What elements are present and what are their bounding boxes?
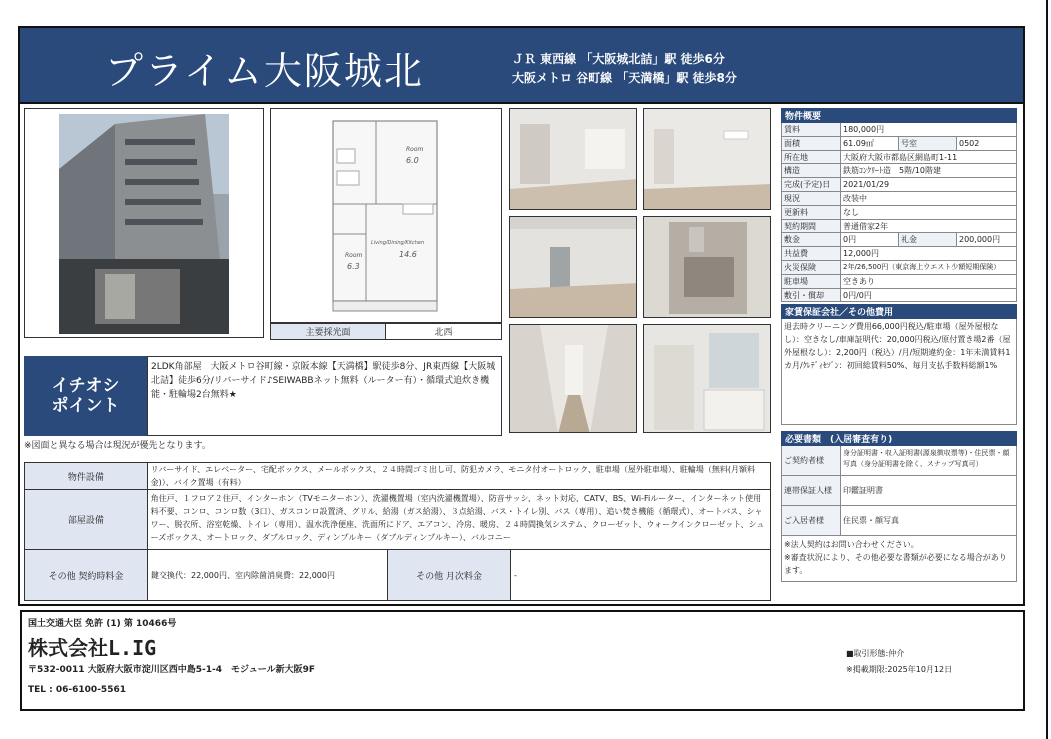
props-addr-k: 所在地 xyxy=(782,151,841,164)
floorplan-ldk-label: Living/Dining/Kitchen xyxy=(371,240,425,246)
room-equipment-head: 部屋設備 xyxy=(25,490,148,549)
company-name: 株式会社L.IG xyxy=(28,636,157,660)
floorplan-room-b-label: Room xyxy=(345,252,363,259)
guarantee-body: 退去時クリーニング費用66,000円税込/駐車場（屋外屋根なし）：空きなし/車庫証明代：20,000円税込/原付置き場2番（屋外屋根なし）：2,200円（税込）/月/短期違約金：1年未満賃料1カ月/ｸﾚﾃﾞｨｾｿﾞﾝ：初回総賃料50%、毎月支払手数料総額1% xyxy=(781,319,1017,425)
props-key-v: 200,000円 xyxy=(959,235,1001,245)
props-common-v: 12,000円 xyxy=(843,249,879,259)
docs-r1-k: ご契約者様 xyxy=(782,446,841,475)
header-banner xyxy=(20,28,1023,104)
company-address: 〒532-0011 大阪府大阪市淀川区西中島5-1-4 モジュール新大阪9F xyxy=(28,665,316,675)
props-common-k: 共益費 xyxy=(782,247,841,260)
floorplan-room-a-label: Room xyxy=(406,146,424,153)
deal-type: ■取引形態:仲介 xyxy=(846,649,905,658)
props-parking-k: 駐車場 xyxy=(782,275,841,288)
row-built xyxy=(781,178,1017,192)
docs-r3-v: 住民票・顔写真 xyxy=(843,516,899,526)
row-structure xyxy=(781,164,1017,178)
row-term xyxy=(781,220,1017,234)
docs-notes xyxy=(781,536,1017,582)
floorplan-ldk-size: 14.6 xyxy=(399,250,417,259)
props-shikibiki-k: 敷引・償却 xyxy=(782,289,841,302)
pickup-label xyxy=(24,356,147,436)
property-title: プライム大阪城北 xyxy=(105,49,424,93)
summary-head: 物件概要 xyxy=(781,108,1017,123)
property-equipment-head: 物件設備 xyxy=(25,463,148,489)
props-deposit-v: 0円 xyxy=(841,233,899,246)
building-exterior-photo xyxy=(25,109,264,338)
props-deposit-k: 敷金 xyxy=(782,233,841,246)
docs-row-contractor xyxy=(781,446,1017,476)
listing-expiry: ※掲載期限:2025年10月12日 xyxy=(846,665,953,674)
pickup-label-line2: ポイント xyxy=(51,396,120,416)
props-struct-k: 構造 xyxy=(782,164,841,177)
license-number: 国土交通大臣 免許 (1) 第 10466号 xyxy=(28,619,177,629)
room-equipment-body: 角住戸、１フロア２住戸、インターホン（TVモニターホン）、洗濯機置場（室内洗濯機置場）、防音サッシ、ネット対応、CATV、BS、Wi-Fiルーター、インターネット使用料不要、コンロ、コンロ数（3口）、ガスコンロ設置済、グリル、給湯（ガス給湯）、３点給湯、バス・トイレ別、バス（専用）、追い焚き機能（循環式）、オートバス、シャワー、脱衣所、浴室乾燥、トイレ（専用）、温水洗浄便座、洗面所にドア、エアコン、冷房、暖房、２４時間換気システム、クローゼット、ウォークインクローゼット、シューズボックス、オートロック、ダブルロック、ディンプルキー（ダブルディンプルキー）、バルコニー xyxy=(150,494,765,542)
props-term-k: 契約期間 xyxy=(782,220,841,233)
monthly-fees-head: その他 月次料金 xyxy=(388,550,511,600)
extra-fees-row xyxy=(24,549,771,601)
row-address xyxy=(781,151,1017,165)
props-term-v: 普通借家2年 xyxy=(843,221,889,231)
interior-photo-6 xyxy=(643,324,771,433)
props-room-v: 0502 xyxy=(959,138,980,148)
docs-note-2: ※審査状況により、その他必要な書類が必要になる場合があります。 xyxy=(784,553,1007,576)
row-status xyxy=(781,192,1017,206)
row-deposit xyxy=(781,233,1017,247)
props-fire-k: 火災保険 xyxy=(782,261,841,274)
props-built-k: 完成(予定)日 xyxy=(782,178,841,191)
contract-fees-head: その他 契約時料金 xyxy=(25,550,148,600)
docs-note-1: ※法人契約はお問い合わせください。 xyxy=(784,540,919,550)
interior-photo-3 xyxy=(509,216,637,318)
light-direction-label: 主要採光面 xyxy=(270,323,386,340)
property-summary xyxy=(781,108,1017,582)
props-area-k: 面積 xyxy=(782,137,841,150)
floorplan-room-a-size: 6.0 xyxy=(406,156,419,165)
props-shikibiki-v: 0円/0円 xyxy=(843,290,872,300)
interior-photo-4 xyxy=(643,216,771,318)
interior-photo-2 xyxy=(643,108,771,210)
docs-r2-k: 連帯保証人様 xyxy=(782,476,841,505)
props-renew-v: なし xyxy=(843,207,859,217)
props-fire-v: 2年/26,500円（東京海上ウエスト少額短期保険） xyxy=(843,262,1001,271)
guarantee-head: 家賃保証会社／その他費用 xyxy=(781,304,1017,319)
plan-note: ※図面と異なる場合は現況が優先となります。 xyxy=(24,441,211,451)
light-direction-value: 北西 xyxy=(386,323,502,340)
props-status-k: 現況 xyxy=(782,192,841,205)
docs-row-guarantor xyxy=(781,476,1017,506)
props-parking-v: 空きあり xyxy=(843,276,875,286)
props-key-k: 礼金 xyxy=(899,233,957,246)
props-struct-v: 鉄筋ｺﾝｸﾘｰﾄ造 5階/10階建 xyxy=(843,166,941,176)
contract-fees-body: 鍵交換代：22,000円、室内除菌消臭費：22,000円 xyxy=(148,550,388,600)
props-room-k: 号室 xyxy=(899,137,957,150)
props-renew-k: 更新料 xyxy=(782,206,841,219)
row-fire-insurance xyxy=(781,261,1017,275)
company-tel: TEL : 06-6100-5561 xyxy=(28,685,126,695)
monthly-fees-body: - xyxy=(514,570,517,580)
floorplan-room-b-size: 6.3 xyxy=(347,262,360,271)
floorplan-drawing xyxy=(271,109,502,323)
docs-r2-v: 印鑑証明書 xyxy=(843,486,883,496)
props-built-v: 2021/01/29 xyxy=(843,180,890,190)
interior-photo-1 xyxy=(509,108,637,210)
docs-head: 必要書類 (入居審査有り) xyxy=(781,431,1017,446)
station-access-1: ＪＲ 東西線 「大阪城北詰」駅 徒歩6分 xyxy=(512,52,725,66)
floorplan-box xyxy=(270,108,502,323)
company-footer xyxy=(20,610,1025,711)
props-area-v: 61.09㎡ xyxy=(841,137,899,150)
docs-r1-v: 身分証明書・収入証明書(源泉徴収票等)・住民票・顔写真（身分証明書を除く、スナップ写真可） xyxy=(843,449,1010,469)
row-rent xyxy=(781,123,1017,137)
pickup-label-line1: イチオシ xyxy=(51,376,120,396)
props-rent-k: 賃料 xyxy=(782,123,841,136)
row-renewal xyxy=(781,206,1017,220)
row-parking xyxy=(781,275,1017,289)
room-equipment-row xyxy=(24,489,771,550)
pickup-text: 2LDK角部屋 大阪メトロ谷町線・京阪本線【天満橋】駅徒歩8分、JR東西線【大阪城北詰】徒歩6分/リバーサイド♪SEIWABBネット無料（ルーター有）・循環式追炊き機能・駐輪場2台無料★ xyxy=(147,356,502,436)
props-status-v: 改装中 xyxy=(843,193,867,203)
light-direction-row xyxy=(270,323,502,340)
props-addr-v: 大阪府大阪市都島区網島町1-11 xyxy=(843,152,958,162)
docs-row-resident xyxy=(781,506,1017,536)
row-common-fee xyxy=(781,247,1017,261)
interior-photo-5 xyxy=(509,324,637,433)
row-area xyxy=(781,137,1017,151)
props-rent-v: 180,000円 xyxy=(843,125,885,134)
docs-r3-k: ご入居者様 xyxy=(782,506,841,535)
property-equipment-body: リバーサイド、エレベーター、宅配ボックス、メールボックス、２４時間ゴミ出し可、防犯カメラ、モニタ付オートロック、駐車場（屋外駐車場）、駐輪場（無料(月額料金)）、バイク置場（有料） xyxy=(150,465,755,487)
row-shikibiki xyxy=(781,289,1017,303)
station-access-2: 大阪メトロ 谷町線 「天満橋」駅 徒歩8分 xyxy=(512,71,737,85)
property-equipment-row xyxy=(24,462,771,490)
building-photo-box xyxy=(24,108,264,338)
page-edge-line xyxy=(1046,0,1048,739)
